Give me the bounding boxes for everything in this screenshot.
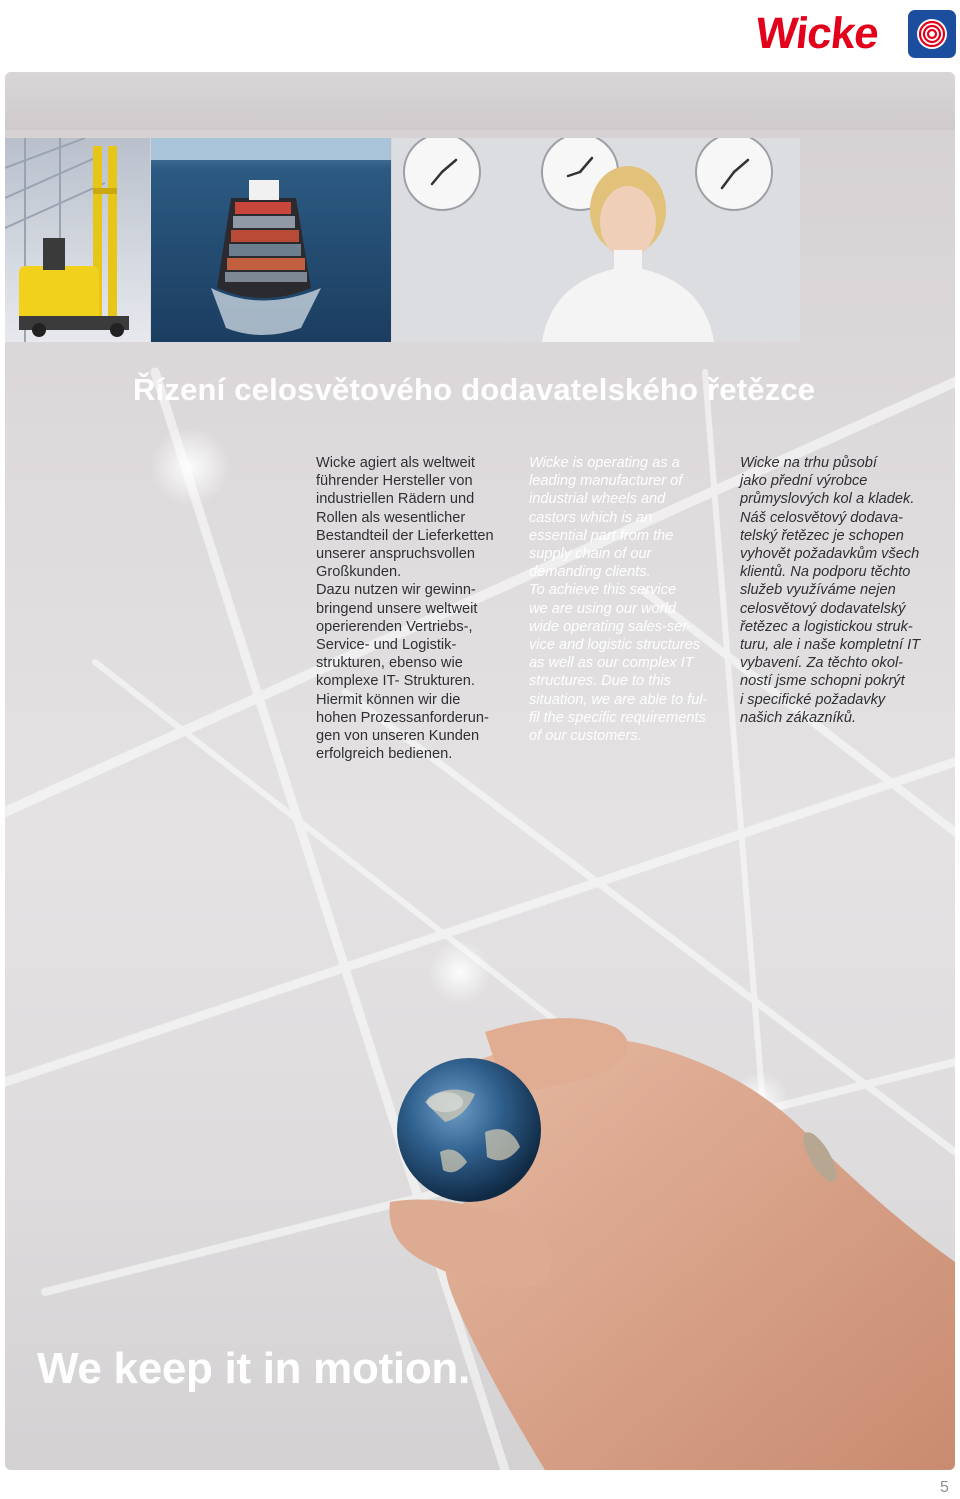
content-panel xyxy=(5,72,955,1470)
page-title: Řízení celosvětového dodavatelského řetězce xyxy=(133,372,816,407)
wicke-spiral-icon xyxy=(908,10,956,58)
hand-holding-globe-photo xyxy=(5,72,955,1470)
wicke-logo xyxy=(753,8,956,60)
page-number: 5 xyxy=(940,1479,949,1496)
german-text-column: Wicke agiert als weltweit führender Hersteller von industriellen Rädern und Rollen als wesentlicher Bestandteil der Lieferketten unserer anspruchsvollen Großkunden. Dazu nutzen wir gewinn- bringend unsere weltweit operierenden Vertriebs-, Service- und Logistik- strukturen, ebenso wie komplexe IT- Strukturen. Hiermit können wir die hohen Prozessanforderun- gen von unseren Kunden erfolgreich bedienen. xyxy=(316,455,494,763)
czech-text-column: Wicke na trhu působí jako přední výrobce průmyslových kol a kladek. Náš celosvětový dodava- telský řetězec je schopen vyhovět požadavkům všech klientů. Na podporu těchto služeb využíváme nejen celosvětový dodavatelský řetězec a logistickou struk- turu, ale i naše kompletní IT vybavení. Za těchto okol- ností jsme schopni pokrýt i specifické požadavky našich zákazníků. xyxy=(740,455,921,726)
slogan: We keep it in motion. xyxy=(37,1344,470,1393)
english-text-column: Wicke is operating as a leading manufacturer of industrial wheels and castors which is an essential part from the supply chain of our demanding clients. To achieve this service we are using our world wide operating sales-ser- vice and logistic structures as well as our complex IT structures. Due to this situation, we are able to ful- fil the specific requirements of our customers. xyxy=(529,455,708,745)
logo-wordmark: Wicke xyxy=(753,9,881,58)
